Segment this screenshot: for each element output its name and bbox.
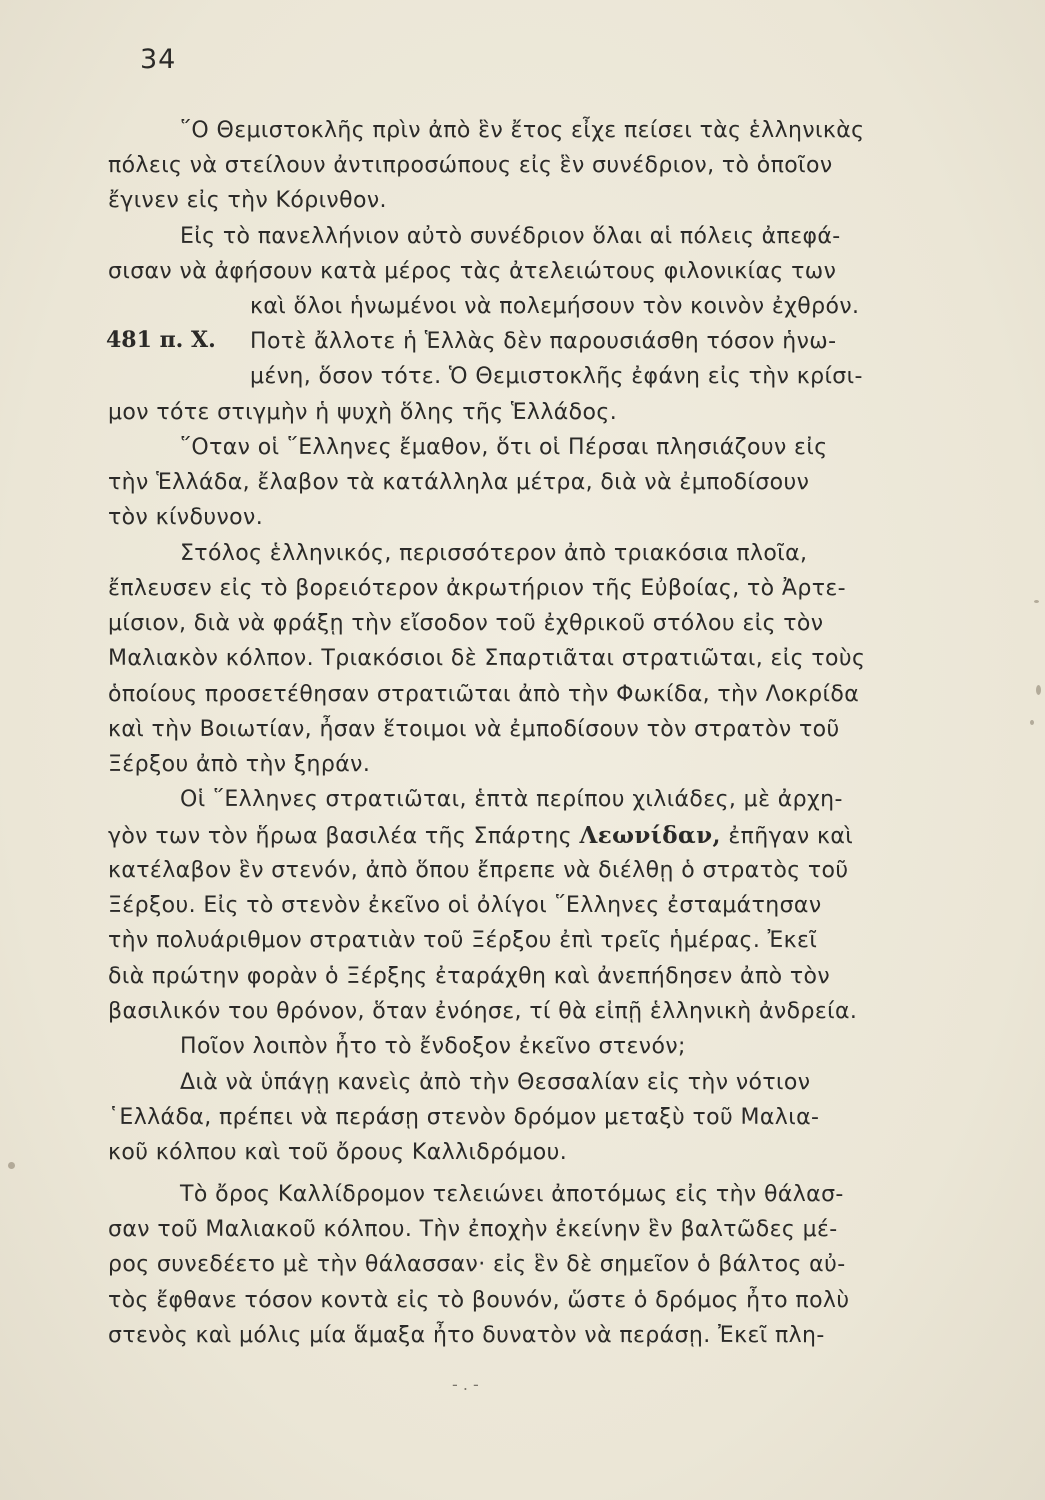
text-line: τὸς ἔφθανε τόσον κοντὰ εἰς τὸ βουνόν, ὥστε ὁ δρόμος ἦτο πολὺ [108,1288,850,1313]
text-line: τὴν πολυάριθμον στρατιὰν τοῦ Ξέρξου ἐπὶ τρεῖς ἡμέρας. Ἐκεῖ [108,928,818,953]
text-line: ῞Ο Θεμιστοκλῆς πρὶν ἀπὸ ἓν ἔτος εἶχε πείσει τὰς ἑλληνικὰς [180,118,865,143]
text-line: διὰ πρώτην φορὰν ὁ Ξέρξης ἐταράχθη καὶ ἀνεπήδησεν ἀπὸ τὸν [108,964,831,989]
paper-speck [8,1162,15,1169]
text-line: τὸν κίνδυνον. [108,505,264,530]
text-line: Τὸ ὄρος Καλλίδρομον τελειώνει ἀποτόμως εἰς τὴν θάλασ- [180,1182,844,1207]
text-line: ἔγινεν εἰς τὴν Κόρινθον. [108,188,387,213]
text-segment: ἐπῆγαν καὶ [728,824,854,849]
page-number: 34 [140,44,177,75]
margin-date-note: 481 π. Χ. [106,327,216,353]
text-line: Ποτὲ ἄλλοτε ἡ Ἑλλὰς δὲν παρουσιάσθη τόσον ἡνω- [250,329,837,354]
text-line: ὁποίους προσετέθησαν στρατιῶται ἀπὸ τὴν Φωκίδα, τὴν Λοκρίδα [108,682,860,707]
text-line: Ξέρξου ἀπὸ τὴν ξηράν. [108,752,371,777]
text-line: καὶ τὴν Βοιωτίαν, ἦσαν ἕτοιμοι νὰ ἐμποδίσουν τὸν στρατὸν τοῦ [108,717,840,742]
text-segment: γὸν των τὸν ἥρωα βασιλέα τῆς Σπάρτης [108,824,573,849]
text-line: μίσιον, διὰ νὰ φράξῃ τὴν εἴσοδον τοῦ ἐχθρικοῦ στόλου εἰς τὸν [108,611,824,636]
text-line: μένη, ὅσον τότε. Ὁ Θεμιστοκλῆς ἐφάνη εἰς τὴν κρίσι- [250,364,863,389]
text-line: κοῦ κόλπου καὶ τοῦ ὄρους Καλλιδρόμου. [108,1140,568,1165]
text-line: Διὰ νὰ ὑπάγῃ κανεὶς ἀπὸ τὴν Θεσσαλίαν εἰς τὴν νότιον [180,1070,811,1095]
text-line: πόλεις νὰ στείλουν ἀντιπροσώπους εἰς ἓν συνέδριον, τὸ ὁποῖον [108,153,833,178]
text-line: ἔπλευσεν εἰς τὸ βορειότερον ἀκρωτήριον τῆς Εὐβοίας, τὸ Ἀρτε- [108,576,846,601]
text-line: κατέλαβον ἓν στενόν, ἀπὸ ὅπου ἔπρεπε νὰ διέλθῃ ὁ στρατὸς τοῦ [108,858,849,883]
text-line: Ξέρξου. Εἰς τὸ στενὸν ἐκεῖνο οἱ ὀλίγοι ῞Ελληνες ἐσταμάτησαν [108,893,822,918]
paper-speck [1034,600,1039,603]
text-line: Ποῖον λοιπὸν ἦτο τὸ ἔνδοξον ἐκεῖνο στενόν; [180,1034,686,1059]
text-line: Στόλος ἑλληνικός, περισσότερον ἀπὸ τριακόσια πλοῖα, [180,541,808,566]
footer-mark: - . - [452,1375,479,1394]
text-line: Μαλιακὸν κόλπον. Τριακόσιοι δὲ Σπαρτιᾶται στρατιῶται, εἰς τοὺς [108,646,866,671]
text-line [108,821,853,852]
paper-speck [1036,685,1041,695]
text-line: ῞Οταν οἱ ῞Ελληνες ἔμαθον, ὅτι οἱ Πέρσαι πλησιάζουν εἰς [180,435,828,460]
highlighted-name: Λεωνίδαν, [579,822,721,849]
text-line: καὶ ὅλοι ἡνωμένοι νὰ πολεμήσουν τὸν κοινὸν ἐχθρόν. [250,294,860,319]
text-line: βασιλικόν του θρόνον, ὅταν ἐνόησε, τί θὰ εἰπῇ ἑλληνικὴ ἀνδρεία. [108,999,858,1024]
text-line: σισαν νὰ ἀφήσουν κατὰ μέρος τὰς ἀτελειώτους φιλονικίας των [108,259,837,284]
text-line: στενὸς καὶ μόλις μία ἅμαξα ἦτο δυνατὸν νὰ περάσῃ. Ἐκεῖ πλη- [108,1323,825,1348]
paper-speck [1030,720,1034,725]
text-line: τὴν Ἑλλάδα, ἔλαβον τὰ κατάλληλα μέτρα, διὰ νὰ ἐμποδίσουν [108,470,810,495]
text-line: Οἱ ῞Ελληνες στρατιῶται, ἑπτὰ περίπου χιλιάδες, μὲ ἀρχη- [180,787,843,812]
text-line: σαν τοῦ Μαλιακοῦ κόλπου. Τὴν ἐποχὴν ἐκείνην ἓν βαλτῶδες μέ- [108,1217,838,1242]
text-line: ῾Ελλάδα, πρέπει νὰ περάσῃ στενὸν δρόμον μεταξὺ τοῦ Μαλια- [108,1105,820,1130]
text-line: μον τότε στιγμὴν ἡ ψυχὴ ὅλης τῆς Ἑλλάδος. [108,400,618,425]
text-line: ρος συνεδέετο μὲ τὴν θάλασσαν· εἰς ἓν δὲ σημεῖον ὁ βάλτος αὐ- [108,1252,846,1277]
text-line: Εἰς τὸ πανελλήνιον αὐτὸ συνέδριον ὅλαι αἱ πόλεις ἀπεφά- [180,224,841,249]
